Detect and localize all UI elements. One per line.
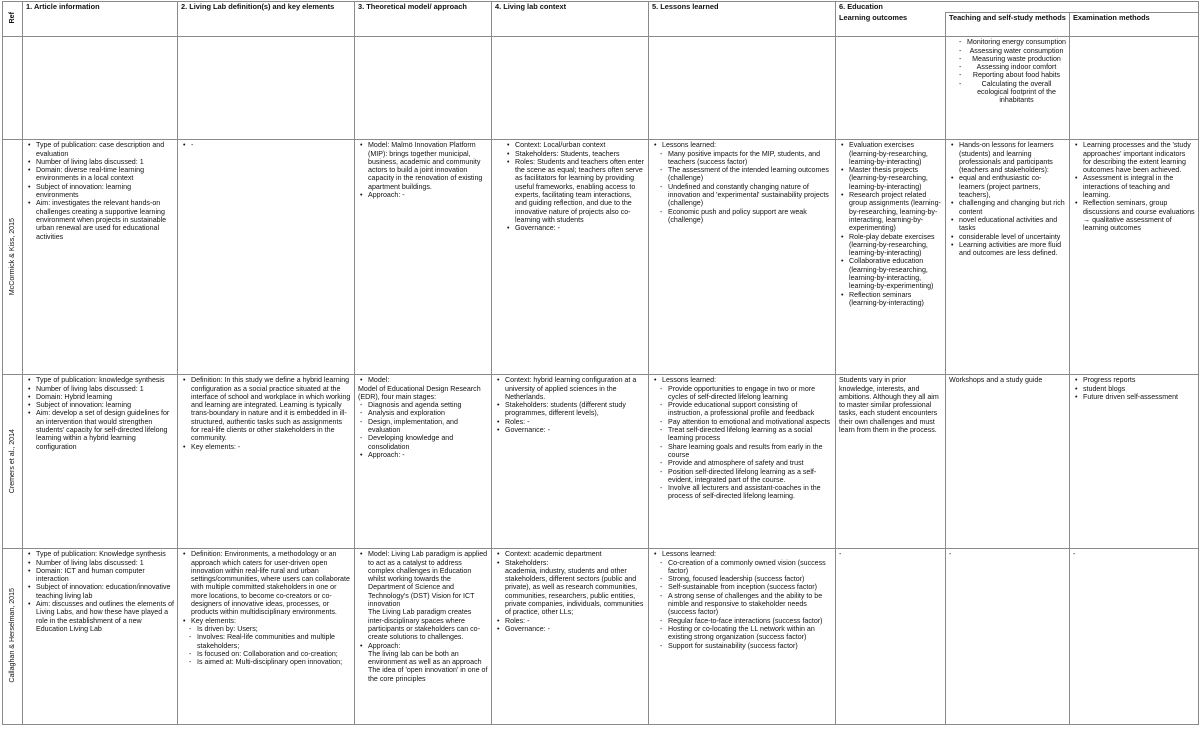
living-lab-context-header: 4. Living lab context <box>492 2 649 37</box>
learning-outcomes-cell: - <box>836 549 946 725</box>
teaching-methods-cell: Workshops and a study guide <box>946 375 1070 549</box>
header-row <box>3 2 1199 13</box>
teaching-methods-cell: - Monitoring energy consumption - Assessing water consumption - Measuring waste production - Assessing indoor comfort - Reporting about food habits - Calculating the overall ecological footprint of the inhabitants <box>946 37 1070 140</box>
examination-methods-cell: • Learning processes and the 'study approaches' important indicators for describing the extent learning outcomes have been achieved. • Assessment is integral in the interactions of teaching and learning. • Reflection seminars, group discussions and course evaluations → qualitative assessment of learning outcomes <box>1070 140 1199 375</box>
definition-cell: • - <box>178 140 355 375</box>
theoretical-model-header: 3. Theoretical model/ approach <box>355 2 492 37</box>
teaching-methods-cell: - <box>946 549 1070 725</box>
table-row <box>3 375 1199 549</box>
context-cell: • Context: Local/urban context • Stakeholders: Students, teachers • Roles: Students and teachers often enter the scene as equal; teachers often serve as facilitators for learning by providing useful frameworks, enabling access to experts, facilitating team interactions, and guiding reflection, and due to the innovative nature of projects also co-learning with students • Governance: - <box>492 140 649 375</box>
literature-review-table <box>2 1 1199 725</box>
examination-methods-cell: - <box>1070 549 1199 725</box>
education-header: 6. Education <box>836 2 1199 13</box>
table-row <box>3 549 1199 725</box>
context-cell: • Context: hybrid learning configuration at a university of applied sciences in the Netherlands. • Stakeholders: students (different study programmes, different levels), • Roles: - • Governance: - <box>492 375 649 549</box>
lessons-cell: • Lessons learned: - Co-creation of a commonly owned vision (success factor) - Strong, focused leadership (success factor) - Self-sustainable from inception (success factor) - A strong sense of challenges and the ability to be nimble and responsive to stakeholder needs (success factor) - Regular face-to-face interactions (success factor) - Hosting or co-locating the LL network within an existing strong organization (success factor) - Support for sustainability (success factor) <box>649 549 836 725</box>
definition-cell: • Definition: In this study we define a hybrid learning configuration as a social practice situated at the interface of school and workplace in which working and learning are integrated. Learning is typically trans-boundary in nature and it is embedded in ill-structured, authentic tasks such as assignments for real-life clients or other stakeholders in the community. • Key elements: - <box>178 375 355 549</box>
table-row <box>3 37 1199 140</box>
ref-cell: Callaghan & Herselman, 2015 <box>3 549 23 725</box>
table-row <box>3 140 1199 375</box>
lessons-learned-header: 5. Lessons learned <box>649 2 836 37</box>
learning-outcomes-cell: Students vary in prior knowledge, interests, and ambitions. Although they all aim to master similar professional tasks, each student encounters their own challenges and must learn from them in the process. <box>836 375 946 549</box>
lessons-cell: • Lessons learned: - Provide opportunities to engage in two or more cycles of self-directed lifelong learning - Provide educational support consisting of instruction, a professional profile and feedback - Pay attention to emotional and motivational aspects - Treat self-directed lifelong learning as a social learning process - Share learning goals and results from early in the course - Provide and atmosphere of safety and trust - Position self-directed lifelong learning as a self-evident, integrated part of the course. - Involve all lecturers and assistant-coaches in the process of self-directed lifelong learning. <box>649 375 836 549</box>
ref-cell: McCormick & Kiss, 2015 <box>3 140 23 375</box>
model-cell: • Model: Malmö Innovation Platform (MIP): brings together municipal, business, academic and community actors to build a joint innovation capacity in the renovation of existing apartment buildings. • Approach: - <box>355 140 492 375</box>
ref-header: Ref <box>3 2 23 37</box>
article-info-header: 1. Article information <box>23 2 178 37</box>
article-info-cell: • Type of publication: Knowledge synthesis • Number of living labs discussed: 1 • Domain: ICT and human computer interaction • Subject of innovation: education/innovative teaching living lab • Aim: discusses and outlines the elements of Living Labs, and how these have played a role in the establishment of a new Education Living Lab <box>23 549 178 725</box>
teaching-methods-header: Teaching and self-study methods <box>946 13 1070 37</box>
definition-cell: • Definition: Environments, a methodology or an approach which caters for user-driven open innovation within real-life rural and urban settings/communities, where users can collaborate with multiple committed stakeholders in one or more locations, to become co-creators or co-designers of innovative ideas, processes, or products within multidisciplinary environments. • Key elements: - Is driven by: Users; - Involves: Real-life communities and multiple stakeholders; - Is focused on: Collaboration and co-creation; - Is aimed at: Multi-disciplinary open innovation; <box>178 549 355 725</box>
lessons-cell: • Lessons learned: - Many positive impacts for the MIP, students, and teachers (success factor) - The assessment of the intended learning outcomes (challenge) - Undefined and constantly changing nature of innovation and 'experimental' sustainability projects (challenge) - Economic push and policy support are weak (challenge) <box>649 140 836 375</box>
teaching-methods-cell: • Hands-on lessons for learners (students) and learning professionals and participants (teachers and stakeholders): • equal and enthusiastic co-learners (project partners, teachers), • challenging and changing but rich content • novel educational activities and tasks • considerable level of uncertainty • Learning activities are more fluid and outcomes are less defined. <box>946 140 1070 375</box>
article-info-cell: • Type of publication: case description and evaluation • Number of living labs discussed: 1 • Domain: diverse real-time learning environments in a local context • Subject of innovation: learning environments • Aim: investigates the relevant hands-on challenges creating a supportive learning environment when projects in sustainable urban renewal are used for educational activities <box>23 140 178 375</box>
ref-cell: Cremers et al., 2014 <box>3 375 23 549</box>
article-info-cell: • Type of publication: knowledge synthesis • Number of living labs discussed: 1 • Domain: Hybrid learning • Subject of innovation: learning • Aim: develop a set of design guidelines for an intervention that would strengthen students' capacity for self-directed lifelong learning within a hybrid learning configuration <box>23 375 178 549</box>
living-lab-definition-header: 2. Living Lab definition(s) and key elements <box>178 2 355 37</box>
context-cell: • Context: academic department • Stakeholders: academia, industry, students and other stakeholders, different sectors (public and private), as well as research communities, communities, researchers, public entities, private companies, individuals, communities of practice, other LLs; • Roles: - • Governance: - <box>492 549 649 725</box>
examination-methods-cell: • Progress reports • student blogs • Future driven self-assessment <box>1070 375 1199 549</box>
learning-outcomes-cell: • Evaluation exercises (learning-by-researching, learning-by-interacting) • Master thesis projects (learning-by-researching, learning-by-interacting) • Research project related group assignments (learning-by-researching, learning-by-interacting, learning-by-experimenting) • Role-play debate exercises (learning-by-researching, learning-by-interacting) • Collaborative education (learning-by-researching, learning-by-interacting, learning-by-experimenting) • Reflection seminars (learning-by-interacting) <box>836 140 946 375</box>
learning-outcomes-header: Learning outcomes <box>836 13 946 37</box>
examination-methods-header: Examination methods <box>1070 13 1199 37</box>
model-cell: • Model: Living Lab paradigm is applied to act as a catalyst to address complex challenges in Education whilst working towards the Department of Science and Technology's (DST) Vision for ICT innovation The Living Lab paradigm creates inter-disciplinary spaces where participants or stakeholders can co-create solutions to challenges. • Approach: The living lab can be both an environment as well as an approach The idea of 'open innovation' in one of the core principles <box>355 549 492 725</box>
model-cell: • Model: Model of Educational Design Research (EDR), four main stages: - Diagnosis and agenda setting - Analysis and exploration - Design, implementation, and evaluation - Developing knowledge and consolidation • Approach: - <box>355 375 492 549</box>
